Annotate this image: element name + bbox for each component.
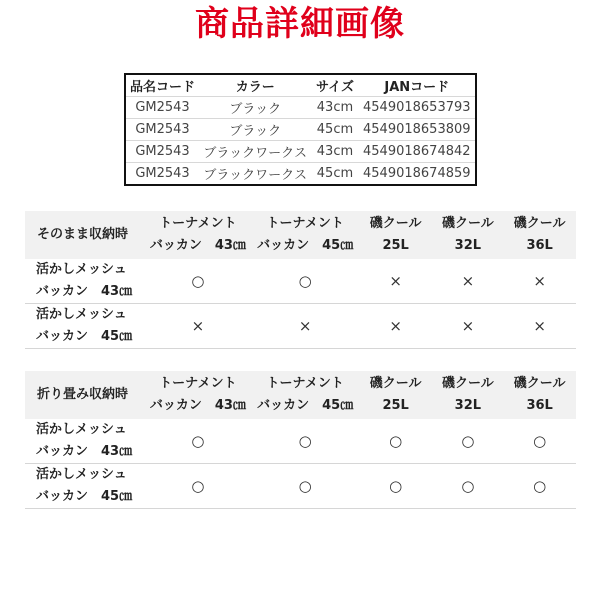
header-jan-code: JANコード — [359, 74, 476, 97]
row-label: 活かしメッシュ バッカン 43㎝ — [25, 419, 144, 464]
cell-color: ブラックワークス — [203, 168, 308, 183]
compat-mark: ○ — [144, 464, 251, 509]
cell-jan-code: 4549018653793 — [359, 97, 476, 119]
compat-mark: ○ — [144, 419, 251, 464]
compat-mark: ○ — [432, 464, 503, 509]
compat-mark: ○ — [503, 464, 576, 509]
cell-size: 43cm — [311, 141, 358, 163]
col-header: トーナメント バッカン 43㎝ — [144, 371, 251, 419]
table-row — [25, 304, 576, 349]
compat-mark: ○ — [252, 259, 359, 304]
table-row — [125, 97, 476, 119]
cell-color: ブラックワークス — [199, 141, 311, 163]
table-row — [125, 119, 476, 141]
table-row — [125, 141, 476, 163]
compat-mark: ○ — [144, 259, 251, 304]
cell-product-code: GM2543 — [135, 166, 190, 181]
cell-size: 45cm — [316, 166, 354, 181]
compat-mark: × — [144, 304, 251, 349]
row-label: 活かしメッシュ バッカン 45㎝ — [25, 464, 144, 509]
compat-table-as-is — [25, 211, 576, 349]
col-header: 磯クール 36L — [503, 371, 576, 419]
cell-size: 45cm — [311, 119, 358, 141]
cell-product-code: GM2543 — [125, 141, 199, 163]
product-code-table — [124, 73, 477, 186]
compat-mark: × — [503, 304, 576, 349]
cell-jan-code: 4549018653809 — [359, 119, 476, 141]
col-header: トーナメント バッカン 45㎝ — [252, 371, 359, 419]
compat-mark: ○ — [252, 419, 359, 464]
compat-mark: ○ — [359, 464, 433, 509]
col-header: 磯クール 32L — [432, 211, 503, 259]
compat-header-row — [25, 371, 576, 419]
row-label: 活かしメッシュ バッカン 43㎝ — [25, 259, 144, 304]
compat-mark: ○ — [503, 419, 576, 464]
cell-product-code: GM2543 — [125, 97, 199, 119]
cell-product-code: GM2543 — [125, 119, 199, 141]
code-table-header-row — [125, 74, 476, 97]
compat-mark: ○ — [432, 419, 503, 464]
compat-table-folded — [25, 371, 576, 509]
compat-mark: × — [359, 304, 433, 349]
col-header: 磯クール 36L — [503, 211, 576, 259]
compat-mark: × — [252, 304, 359, 349]
page-title: 商品詳細画像 — [195, 4, 405, 44]
cell-size: 43cm — [311, 97, 358, 119]
compat-mark: × — [503, 259, 576, 304]
col-header: 磯クール 25L — [359, 371, 433, 419]
compat-mark: × — [432, 259, 503, 304]
row-label: 活かしメッシュ バッカン 45㎝ — [25, 304, 144, 349]
table-row — [25, 464, 576, 509]
table-row — [125, 163, 476, 186]
cell-jan-code: 4549018674859 — [363, 166, 471, 181]
compat-mark: × — [432, 304, 503, 349]
table-row — [25, 419, 576, 464]
cell-color: ブラック — [199, 97, 311, 119]
header-color: カラー — [199, 74, 311, 97]
compat-mark: × — [359, 259, 433, 304]
cell-color: ブラック — [199, 119, 311, 141]
col-header: 磯クール 25L — [359, 211, 433, 259]
header-product-code: 品名コード — [125, 74, 199, 97]
col-header: 磯クール 32L — [432, 371, 503, 419]
corner-label: そのまま収納時 — [25, 211, 144, 259]
col-header: トーナメント バッカン 43㎝ — [144, 211, 251, 259]
table-row — [25, 259, 576, 304]
compat-mark: ○ — [252, 464, 359, 509]
compat-mark: ○ — [359, 419, 433, 464]
cell-jan-code: 4549018674842 — [359, 141, 476, 163]
header-size: サイズ — [311, 74, 358, 97]
compat-header-row — [25, 211, 576, 259]
col-header: トーナメント バッカン 45㎝ — [252, 211, 359, 259]
corner-label: 折り畳み収納時 — [25, 371, 144, 419]
